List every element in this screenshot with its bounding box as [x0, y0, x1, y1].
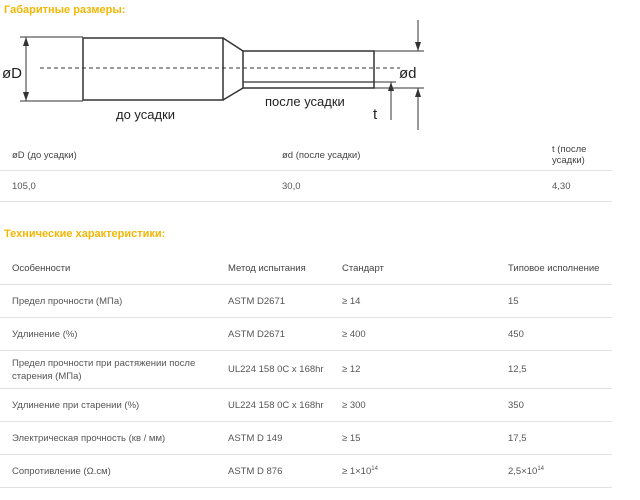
standard-cell	[330, 455, 496, 488]
specs-heading: Технические характеристики:	[4, 228, 166, 240]
header-cell: Типовое исполнение	[496, 253, 612, 285]
value-cell: 30,0	[270, 171, 540, 202]
table-row	[0, 285, 612, 318]
header-cell: Особенности	[0, 253, 216, 285]
typical-exponent: 14	[537, 465, 545, 472]
header-cell: Стандарт	[330, 253, 496, 285]
dimensions-value-row	[0, 171, 612, 202]
specs-table	[0, 253, 612, 488]
typical-cell: 350	[496, 389, 612, 422]
label-D: øD	[2, 65, 22, 82]
feature-cell: Сопротивление (Ω.см)	[0, 455, 216, 488]
typical-cell	[496, 455, 612, 488]
standard-base: ≥ 1×10	[342, 465, 372, 477]
value-cell: 4,30	[540, 171, 612, 202]
dimensions-header-row	[0, 140, 612, 171]
feature-cell: Предел прочности (МПа)	[0, 285, 216, 318]
tube-transition	[223, 38, 243, 100]
typical-cell: 17,5	[496, 422, 612, 455]
typical-base: 2,5×10	[508, 465, 538, 477]
standard-cell: ≥ 400	[330, 318, 496, 351]
label-t: t	[373, 106, 378, 123]
feature-cell: Удлинение при старении (%)	[0, 389, 216, 422]
typical-cell: 450	[496, 318, 612, 351]
typical-cell: 15	[496, 285, 612, 318]
label-before-shrink: до усадки	[116, 107, 176, 122]
shrink-tube-diagram	[0, 20, 640, 130]
header-cell: t (после усадки)	[540, 140, 612, 171]
table-row	[0, 389, 612, 422]
method-cell: ASTM D2671	[216, 318, 330, 351]
dimensions-table	[0, 140, 612, 202]
value-cell: 105,0	[0, 171, 270, 202]
typical-cell: 12,5	[496, 351, 612, 389]
method-cell: ASTM D 149	[216, 422, 330, 455]
method-cell: UL224 158 0C x 168hr	[216, 389, 330, 422]
label-d: ød	[399, 65, 417, 82]
feature-cell: Удлинение (%)	[0, 318, 216, 351]
feature-cell: Предел прочности при растяжении после старения (МПа)	[0, 351, 216, 389]
dimensions-heading: Габаритные размеры:	[4, 4, 126, 16]
standard-cell: ≥ 300	[330, 389, 496, 422]
method-cell: UL224 158 0C x 168hr	[216, 351, 330, 389]
table-row	[0, 455, 612, 488]
standard-cell: ≥ 14	[330, 285, 496, 318]
standard-cell: ≥ 12	[330, 351, 496, 389]
header-cell: ød (после усадки)	[270, 140, 540, 171]
tube-before-shrink	[83, 38, 223, 100]
feature-cell: Электрическая прочность (кв / мм)	[0, 422, 216, 455]
header-cell: øD (до усадки)	[0, 140, 270, 171]
standard-exponent: 14	[371, 465, 378, 472]
header-cell: Метод испытания	[216, 253, 330, 285]
table-row	[0, 351, 612, 389]
label-after-shrink: после усадки	[265, 94, 345, 109]
table-row	[0, 422, 612, 455]
method-cell: ASTM D2671	[216, 285, 330, 318]
table-row	[0, 318, 612, 351]
specs-header-row	[0, 253, 612, 285]
standard-cell: ≥ 15	[330, 422, 496, 455]
method-cell: ASTM D 876	[216, 455, 330, 488]
